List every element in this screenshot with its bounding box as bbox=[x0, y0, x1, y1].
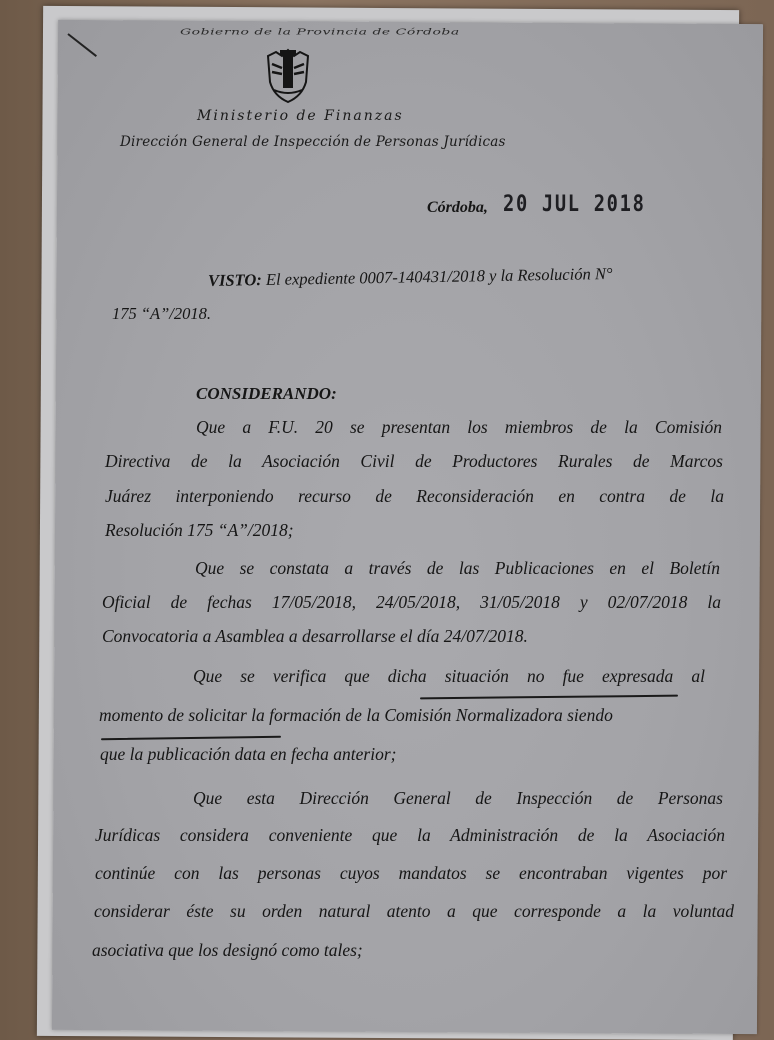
ministry-name: Ministerio de Finanzas bbox=[197, 108, 404, 124]
paragraph-4-line-2: Jurídicas considera conveniente que la Administración de la Asociación bbox=[95, 825, 725, 845]
paragraph-1-line-1: Que a F.U. 20 se presentan los miembros de la Comisión bbox=[196, 417, 722, 437]
paragraph-4-line-4: considerar éste su orden natural atento a que corresponde a la voluntad bbox=[94, 901, 734, 921]
visto-label: VISTO: bbox=[207, 270, 262, 290]
paragraph-3-line-3: que la publicación data en fecha anterior; bbox=[100, 744, 397, 764]
paragraph-4-line-3: continúe con las personas cuyos mandatos se encontraban vigentes por bbox=[95, 863, 727, 883]
paragraph-3-line-2: momento de solicitar la formación de la Comisión Normalizadora siendo bbox=[99, 705, 613, 725]
visto-line-2: 175 “A”/2018. bbox=[112, 304, 212, 323]
directorate-name: Dirección General de Inspección de Personas Jurídicas bbox=[120, 134, 506, 150]
visto-text-1: El expediente 0007-140431/2018 y la Resolución N° bbox=[265, 263, 613, 289]
coat-of-arms-icon bbox=[262, 46, 314, 104]
date-stamp: 20 JUL 2018 bbox=[503, 192, 646, 217]
paragraph-3-line-1: Que se verifica que dicha situación no fue expresada al bbox=[193, 666, 705, 686]
paragraph-2-line-1: Que se constata a través de las Publicaciones en el Boletín bbox=[195, 558, 720, 578]
dateline-city: Córdoba, bbox=[427, 199, 488, 216]
paragraph-2-line-2: Oficial de fechas 17/05/2018, 24/05/2018, 31/05/2018 y 02/07/2018 la bbox=[102, 592, 721, 612]
considerando-heading: CONSIDERANDO: bbox=[196, 384, 337, 403]
paragraph-1-line-2: Directiva de la Asociación Civil de Productores Rurales de Marcos bbox=[105, 451, 723, 471]
paragraph-1-line-3: Juárez interponiendo recurso de Reconsideración en contra de la bbox=[105, 486, 724, 506]
government-header: Gobierno de la Provincia de Córdoba bbox=[180, 27, 460, 37]
paragraph-1-line-4: Resolución 175 “A”/2018; bbox=[105, 520, 294, 540]
paragraph-4-line-5: asociativa que los designó como tales; bbox=[92, 940, 363, 960]
paragraph-2-line-3: Convocatoria a Asamblea a desarrollarse el día 24/07/2018. bbox=[102, 626, 528, 646]
paragraph-4-line-1: Que esta Dirección General de Inspección de Personas bbox=[193, 788, 723, 808]
